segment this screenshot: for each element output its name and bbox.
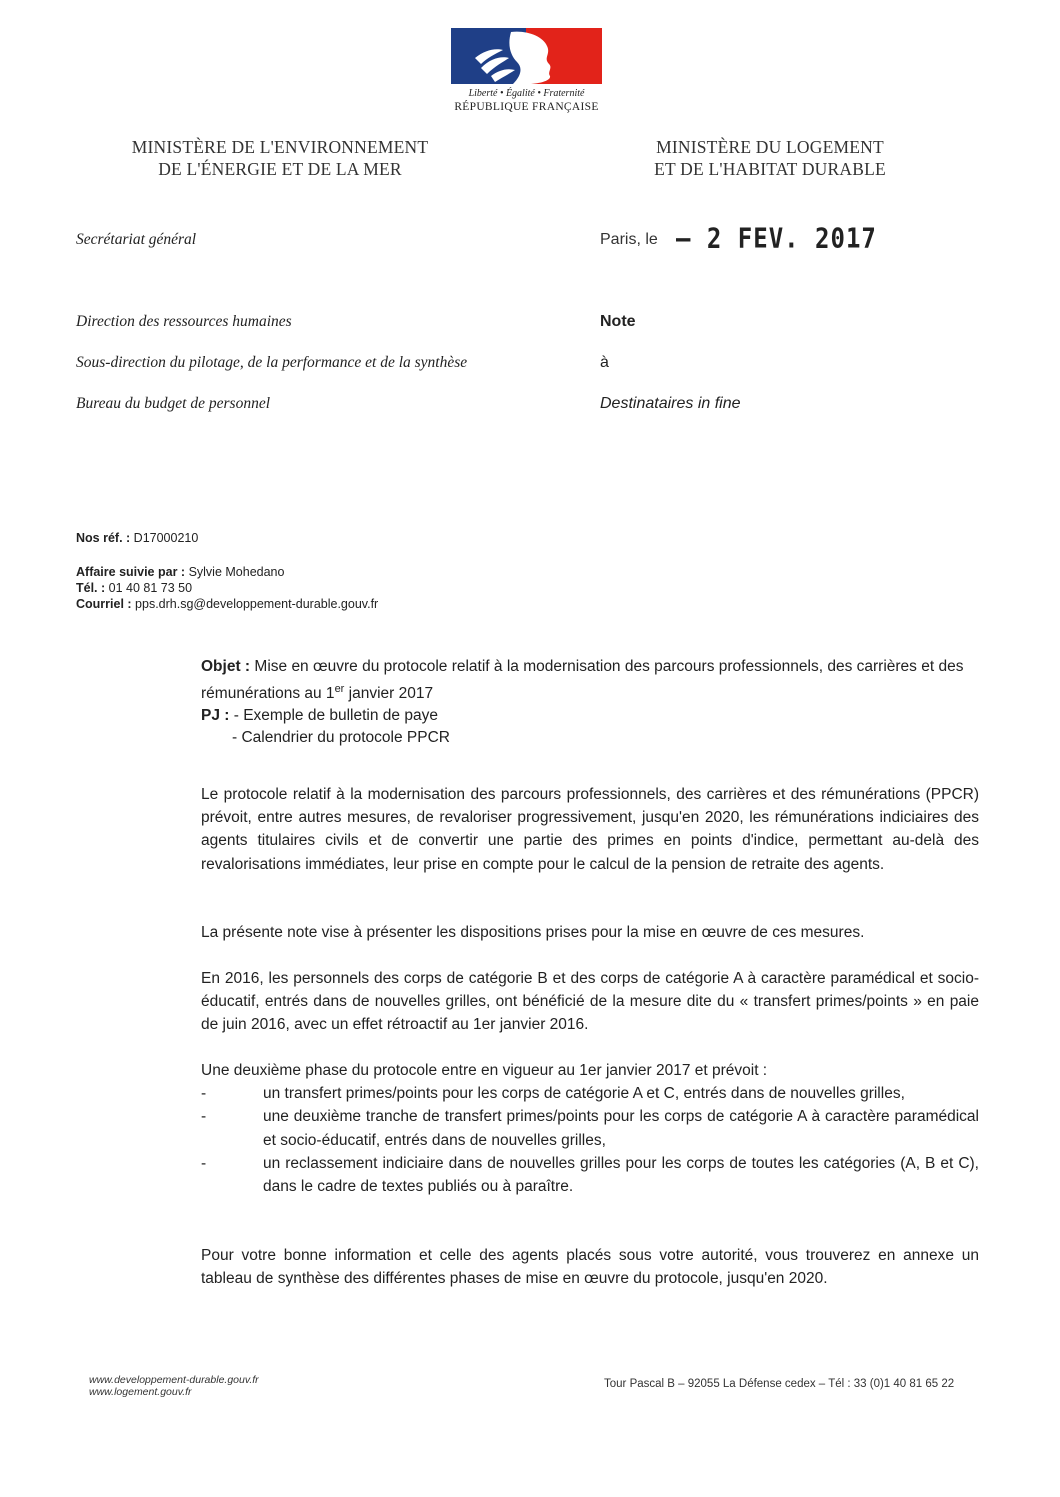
date-label: Paris, le: [600, 231, 658, 248]
ministry-housing: MINISTÈRE DU LOGEMENT ET DE L'HABITAT DURABLE: [654, 137, 886, 179]
list-item: - une deuxième tranche de transfert primes/points pour les corps de catégorie A à caractère paramédical et socio-éducatif, entrés dans de nouvelles grilles,: [201, 1108, 979, 1149]
affaire-line: Affaire suivie par : Sylvie Mohedano: [76, 565, 285, 579]
marianne-logo: [451, 28, 602, 113]
paragraph-5: Pour votre bonne information et celle des agents placés sous votre autorité, vous trouverez en annexe un tableau de synthèse des différentes phases de mise en œuvre du protocole, jusqu'en 2020.: [201, 1247, 979, 1288]
secretariat-general: Secrétariat général: [76, 231, 197, 248]
reference: Nos réf. : D17000210: [76, 531, 199, 545]
paragraph-1: Le protocole relatif à la modernisation des parcours professionnels, des carrières et des rémunérations (PPCR) prévoit, entre autres mesures, de revaloriser progressivement, jusqu'en 2020, les rémunérations indiciaires des agents titulaires civils et de convertir une partie des primes en points d'indice, permettant au-delà des revalorisations immédiates, leur prise en compte pour le calcul de la pension de retraite des agents.: [201, 786, 979, 873]
courriel-line: Courriel : pps.drh.sg@developpement-durable.gouv.fr: [76, 597, 379, 611]
republic-name: RÉPUBLIQUE FRANÇAISE: [454, 101, 599, 113]
note-recipient: Destinataires in fine: [600, 395, 741, 412]
footer-sites: [89, 1374, 259, 1398]
objet-block: [201, 656, 979, 749]
pj-line-2: - Calendrier du protocole PPCR: [232, 729, 450, 747]
marianne-flag-icon: [451, 28, 602, 84]
footer-site-1[interactable]: www.developpement-durable.gouv.fr: [89, 1374, 259, 1386]
paragraph-4: [201, 1059, 979, 1198]
paragraph-4-intro: Une deuxième phase du protocole entre en vigueur au 1er janvier 2017 et prévoit :: [201, 1062, 768, 1079]
list-item: - un reclassement indiciaire dans de nouvelles grilles pour les corps de toutes les catégories (A, B et C), dans le cadre de textes publiés ou à paraître.: [201, 1154, 979, 1196]
pj-line: PJ : - Exemple de bulletin de paye: [201, 707, 438, 725]
footer-site-2[interactable]: www.logement.gouv.fr: [89, 1386, 192, 1398]
ministry-environment: MINISTÈRE DE L'ENVIRONNEMENT DE L'ÉNERGIE ET DE LA MER: [131, 137, 429, 179]
direction-rh: Direction des ressources humaines: [76, 313, 292, 330]
date-stamp: – 2 FEV. 2017: [676, 222, 877, 255]
objet-line: Objet : Mise en œuvre du protocole relatif à la modernisation des parcours professionnels, des carrières et des rémunérations au 1er janvier 2017: [201, 658, 964, 703]
email-link[interactable]: pps.drh.sg@developpement-durable.gouv.fr: [135, 597, 379, 611]
republic-motto: Liberté • Égalité • Fraternité: [468, 88, 585, 99]
paragraph-3: En 2016, les personnels des corps de catégorie B et des corps de catégorie A à caractère paramédical et socio-éducatif, entrés dans de nouvelles grilles, ont bénéficié de la mesure dite du « transfert primes/points » en paie de juin 2016, avec un effet rétroactif au 1er janvier 2016.: [201, 970, 979, 1034]
tel-line: Tél. : 01 40 81 73 50: [76, 581, 193, 595]
paragraph-2: La présente note vise à présenter les dispositions prises pour la mise en œuvre de ces mesures.: [201, 924, 865, 941]
footer-address: Tour Pascal B – 92055 La Défense cedex – Tél : 33 (0)1 40 81 65 22: [604, 1378, 955, 1390]
note-title: Note: [600, 313, 636, 330]
sous-direction: Sous-direction du pilotage, de la performance et de la synthèse: [76, 354, 468, 371]
contact-block: [76, 564, 378, 612]
list-item: - un transfert primes/points pour les corps de catégorie A et C, entrés dans de nouvelles grilles,: [201, 1085, 905, 1103]
note-a: à: [600, 354, 609, 371]
bureau-budget: Bureau du budget de personnel: [76, 395, 270, 412]
